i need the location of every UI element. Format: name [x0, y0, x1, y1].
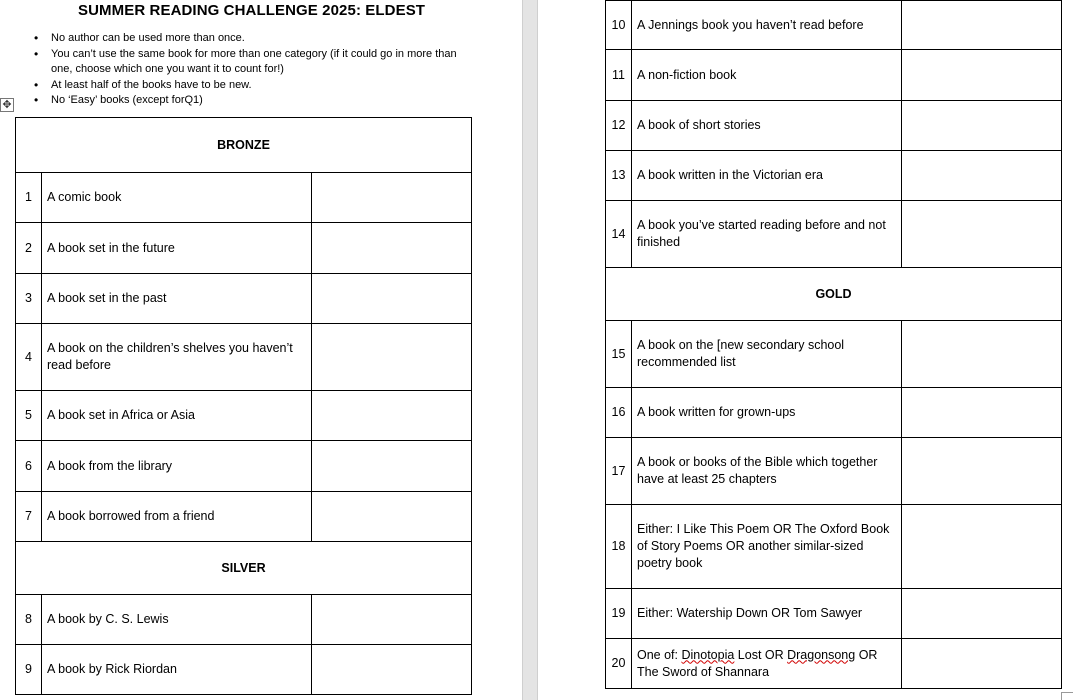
section-heading-silver: SILVER [16, 542, 472, 595]
table-row [16, 595, 472, 645]
item-description-text: Lost OR [734, 647, 788, 662]
item-description: A book on the [new secondary school recommended list [632, 321, 902, 388]
item-number: 19 [606, 589, 632, 639]
table-row [606, 101, 1062, 151]
answer-cell[interactable] [902, 201, 1062, 268]
table-row [606, 589, 1062, 639]
rule-item: • At least half of the books have to be new. [34, 78, 474, 94]
item-description: A book set in Africa or Asia [42, 391, 312, 441]
item-description: A Jennings book you haven’t read before [632, 1, 902, 50]
item-number: 2 [16, 223, 42, 274]
answer-cell[interactable] [312, 595, 472, 645]
item-description: A book set in the future [42, 223, 312, 274]
rule-item: • You can’t use the same book for more than one category (if it could go in more than one, choose which one you want it to count for!) [34, 47, 474, 78]
answer-cell[interactable] [902, 321, 1062, 388]
answer-cell[interactable] [902, 50, 1062, 101]
spelling-flag-word: Dragonsong [787, 647, 856, 662]
item-number: 15 [606, 321, 632, 388]
table-row [606, 639, 1062, 689]
item-number: 13 [606, 151, 632, 201]
table-row [16, 223, 472, 274]
answer-cell[interactable] [902, 388, 1062, 438]
item-description: A book by C. S. Lewis [42, 595, 312, 645]
item-description: A book by Rick Riordan [42, 645, 312, 695]
item-description: A book from the library [42, 441, 312, 492]
table-row [16, 274, 472, 324]
item-description [632, 639, 902, 689]
table-row [16, 441, 472, 492]
item-number: 12 [606, 101, 632, 151]
table-row [606, 151, 1062, 201]
answer-cell[interactable] [312, 274, 472, 324]
item-number: 4 [16, 324, 42, 391]
document-title: SUMMER READING CHALLENGE 2025: ELDEST [78, 2, 426, 19]
item-number: 10 [606, 1, 632, 50]
rule-item: • No author can be used more than once. [34, 31, 474, 47]
item-description: Either: Watership Down OR Tom Sawyer [632, 589, 902, 639]
item-description: A comic book [42, 173, 312, 223]
challenge-table-silver-gold [605, 0, 1062, 689]
item-description: A book you’ve started reading before and not finished [632, 201, 902, 268]
item-description-text: OR The Sword of Shannara [637, 647, 878, 679]
table-row [16, 324, 472, 391]
table-row [606, 388, 1062, 438]
answer-cell[interactable] [312, 645, 472, 695]
challenge-table-bronze-silver [15, 117, 472, 695]
item-number: 8 [16, 595, 42, 645]
item-description: A book borrowed from a friend [42, 492, 312, 542]
page-gutter [522, 0, 538, 700]
answer-cell[interactable] [312, 391, 472, 441]
answer-cell[interactable] [902, 639, 1062, 689]
item-description: A book set in the past [42, 274, 312, 324]
item-description: A book or books of the Bible which together have at least 25 chapters [632, 438, 902, 505]
table-row [606, 505, 1062, 589]
item-number: 17 [606, 438, 632, 505]
table-row [16, 173, 472, 223]
table-row [16, 492, 472, 542]
table-row [16, 645, 472, 695]
table-row [606, 201, 1062, 268]
item-number: 20 [606, 639, 632, 689]
item-number: 14 [606, 201, 632, 268]
item-description: A book on the children’s shelves you haven’t read before [42, 324, 312, 391]
answer-cell[interactable] [902, 589, 1062, 639]
answer-cell[interactable] [902, 438, 1062, 505]
answer-cell[interactable] [902, 101, 1062, 151]
answer-cell[interactable] [312, 173, 472, 223]
item-number: 3 [16, 274, 42, 324]
table-row [16, 391, 472, 441]
item-number: 7 [16, 492, 42, 542]
spelling-flag-word: Dinotopia [681, 647, 735, 662]
item-description: A book of short stories [632, 101, 902, 151]
item-number: 18 [606, 505, 632, 589]
answer-cell[interactable] [902, 505, 1062, 589]
table-row [606, 438, 1062, 505]
rules-list [34, 31, 474, 109]
item-description: A book written for grown-ups [632, 388, 902, 438]
answer-cell[interactable] [902, 1, 1062, 50]
item-description-text: One of: [637, 647, 682, 662]
page-corner [1061, 692, 1073, 700]
item-description: A non-fiction book [632, 50, 902, 101]
item-description: Either: I Like This Poem OR The Oxford Book of Story Poems OR another similar-sized poetry book [632, 505, 902, 589]
answer-cell[interactable] [312, 492, 472, 542]
section-heading-gold: GOLD [606, 268, 1062, 321]
answer-cell[interactable] [902, 151, 1062, 201]
table-row [606, 1, 1062, 50]
answer-cell[interactable] [312, 441, 472, 492]
answer-cell[interactable] [312, 324, 472, 391]
item-number: 16 [606, 388, 632, 438]
rule-item: • No ‘Easy’ books (except forQ1) [34, 93, 474, 109]
item-number: 1 [16, 173, 42, 223]
item-number: 5 [16, 391, 42, 441]
table-row [606, 321, 1062, 388]
item-number: 9 [16, 645, 42, 695]
move-arrows-icon[interactable]: ✥ [0, 98, 14, 112]
item-number: 6 [16, 441, 42, 492]
item-number: 11 [606, 50, 632, 101]
section-heading-bronze: BRONZE [16, 118, 472, 173]
item-description: A book written in the Victorian era [632, 151, 902, 201]
answer-cell[interactable] [312, 223, 472, 274]
table-row [606, 50, 1062, 101]
